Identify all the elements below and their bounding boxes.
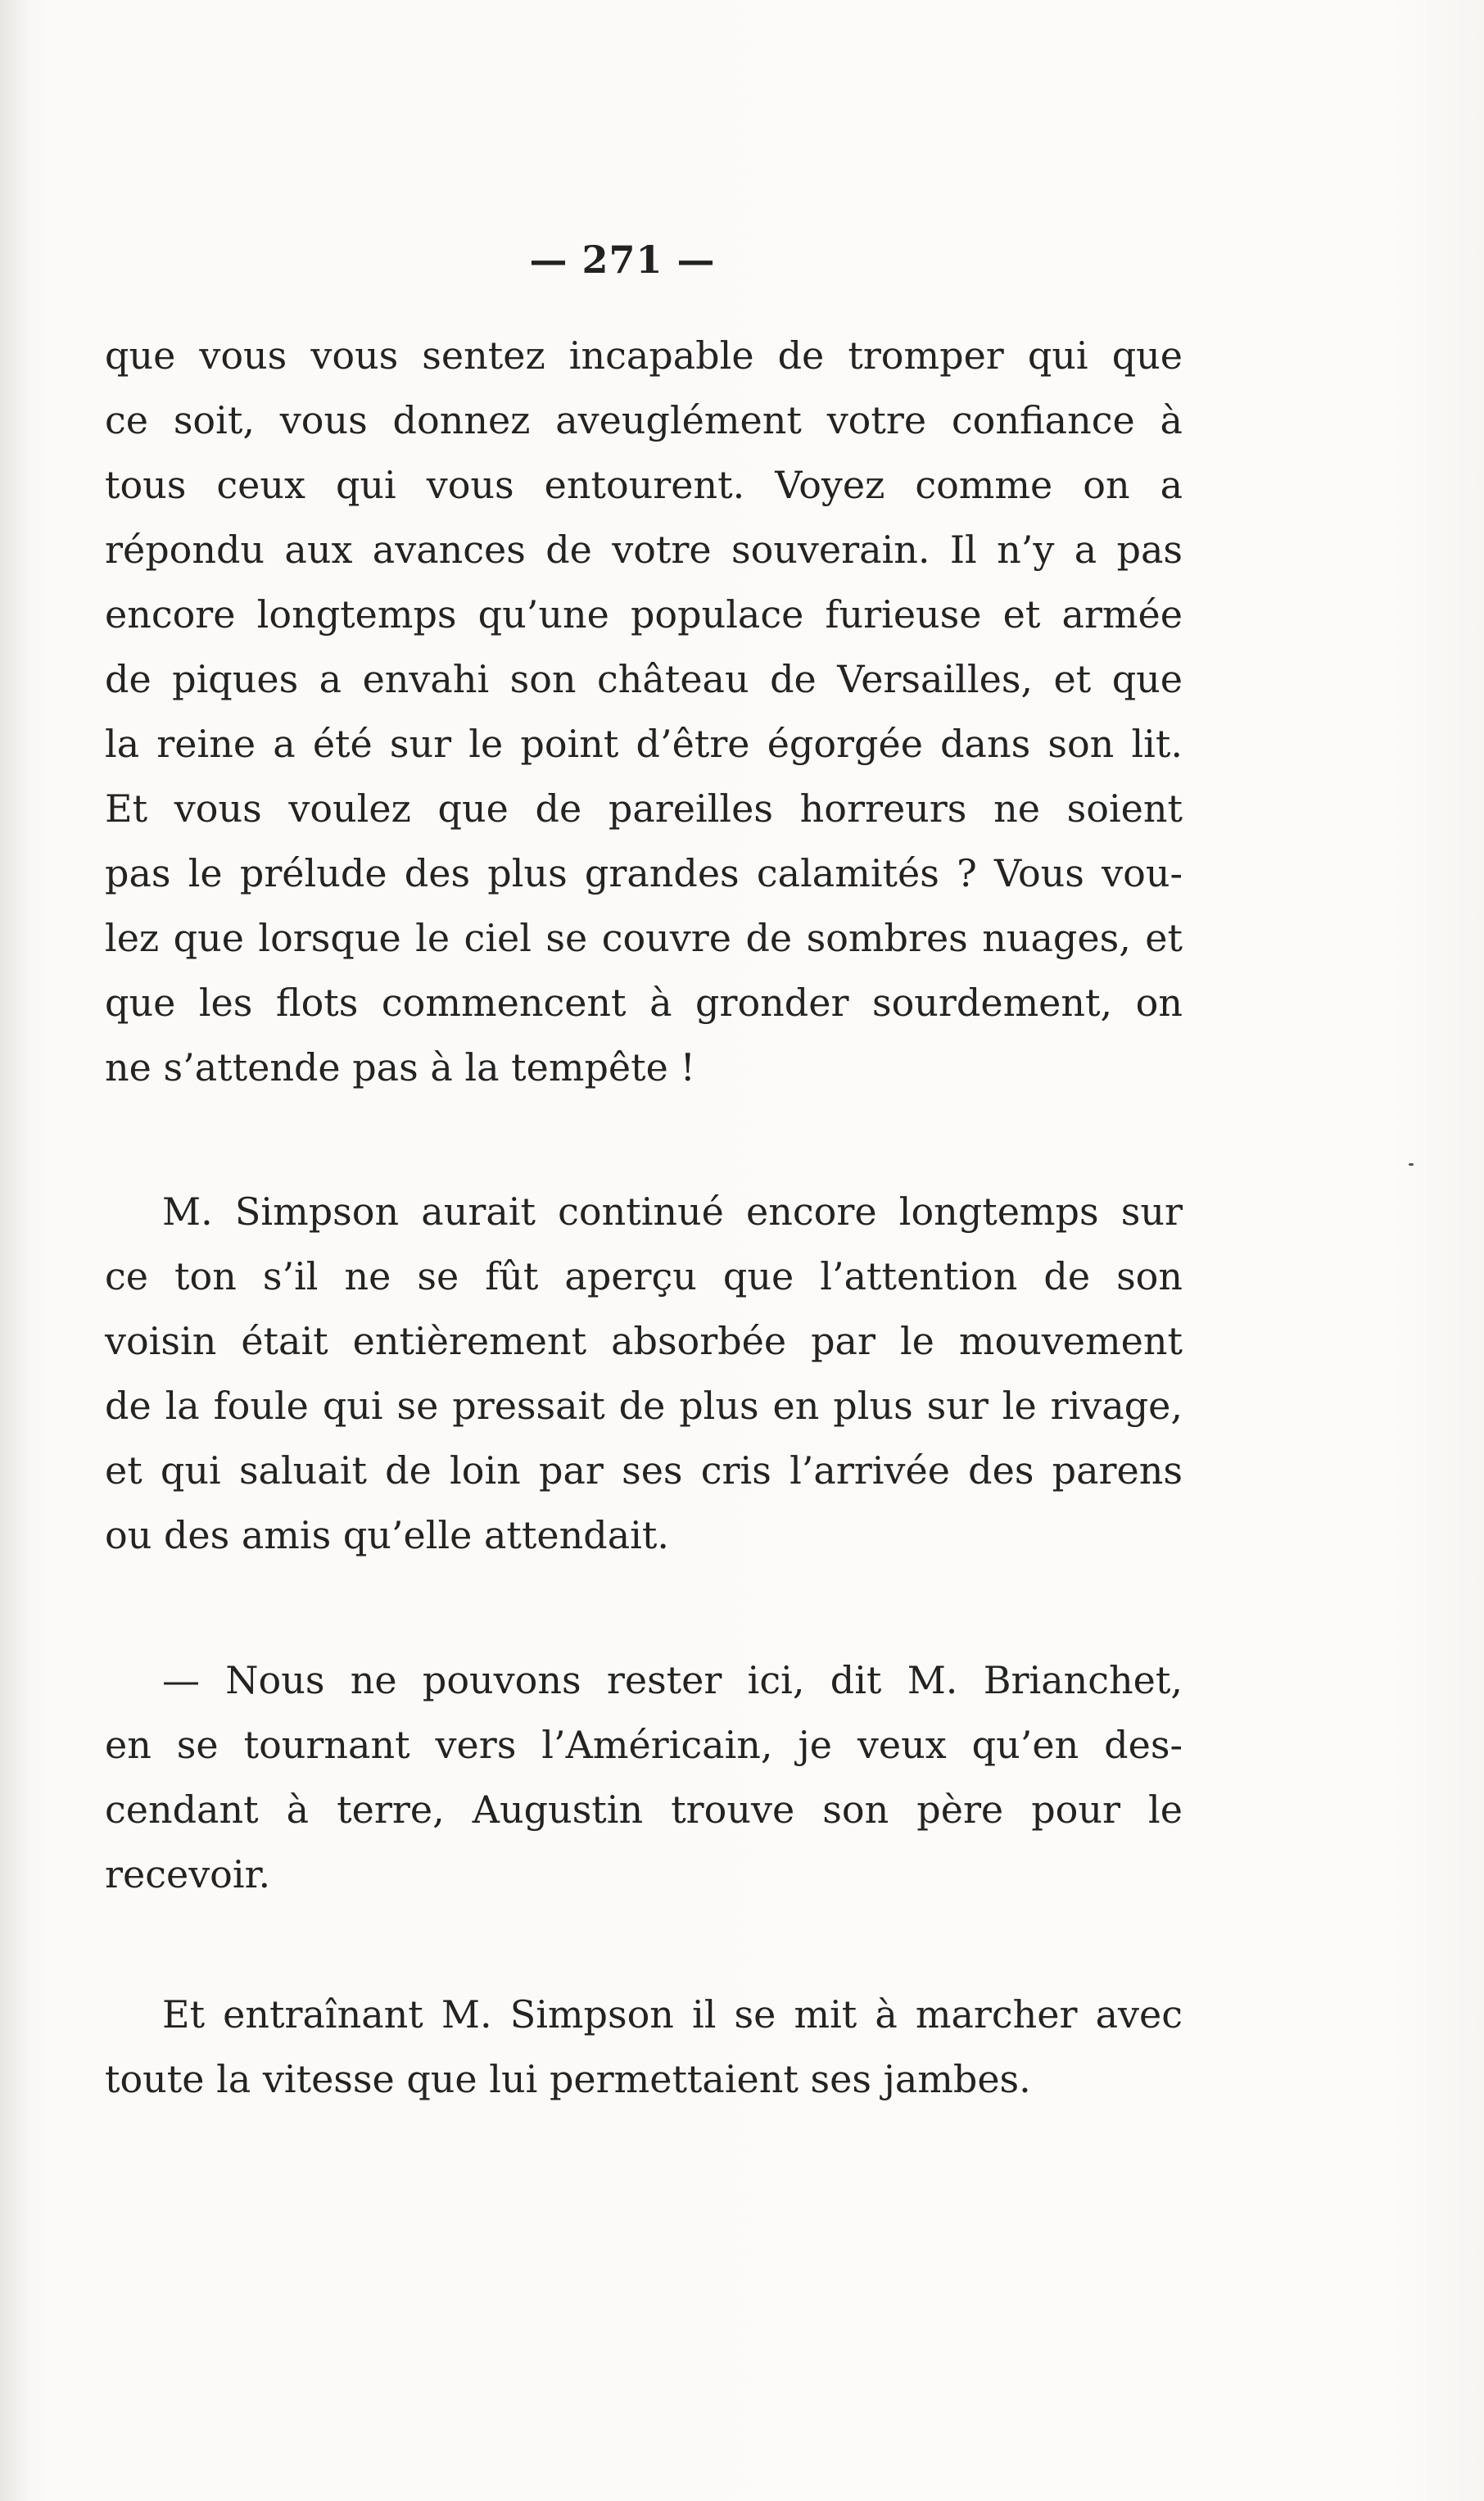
text-line: que vous vous sentez incapable de tromper qui que [105,333,1183,378]
text-line: la reine a été sur le point d’être égorgée dans son lit. [105,722,1183,766]
page-number: — 271 — [529,238,716,282]
text-line: toute la vitesse que lui permettaient ses jambes. [105,2057,1031,2101]
text-line: que les flots commencent à gronder sourdement, on [105,981,1183,1025]
text-line: répondu aux avances de votre souverain. Il n’y a pas [105,528,1183,572]
text-line: pas le prélude des plus grandes calamités ? Vous vou- [105,851,1183,895]
text-line: recevoir. [105,1852,271,1896]
text-line: voisin était entièrement absorbée par le mouvement [105,1319,1183,1363]
text-line: lez que lorsque le ciel se couvre de sombres nuages, et [105,916,1183,960]
text-line: et qui saluait de loin par ses cris l’arrivée des parens [105,1448,1183,1493]
spine-shadow [0,0,29,2501]
text-line: tous ceux qui vous entourent. Voyez comme on a [105,463,1183,507]
paragraph-2 [105,1180,1183,1568]
text-line: ou des amis qu’elle attendait. [105,1513,669,1557]
text-line: Et entraînant M. Simpson il se mit à marcher avec [162,1992,1183,2037]
text-line: ce ton s’il ne se fût aperçu que l’attention de son [105,1254,1183,1298]
text-line: M. Simpson aurait continué encore longtemps sur [162,1189,1183,1234]
text-line: de piques a envahi son château de Versailles, et que [105,657,1183,701]
paragraph-1 [105,324,1183,1100]
text-line: — Nous ne pouvons rester ici, dit M. Brianchet, [162,1658,1183,1702]
text-line: cendant à terre, Augustin trouve son père pour le [105,1787,1183,1832]
paper-speck [1409,1163,1414,1166]
text-line: en se tournant vers l’Américain, je veux qu’en des- [105,1723,1183,1767]
text-line: de la foule qui se pressait de plus en plus sur le rivage, [105,1384,1183,1428]
paragraph-4 [105,1982,1183,2112]
text-line: ne s’attende pas à la tempête ! [105,1045,695,1090]
text-line: encore longtemps qu’une populace furieuse et armée [105,592,1183,637]
paragraph-3 [105,1648,1183,1907]
text-line: ce soit, vous donnez aveuglément votre confiance à [105,398,1183,442]
text-line: Et vous voulez que de pareilles horreurs ne soient [105,786,1183,831]
